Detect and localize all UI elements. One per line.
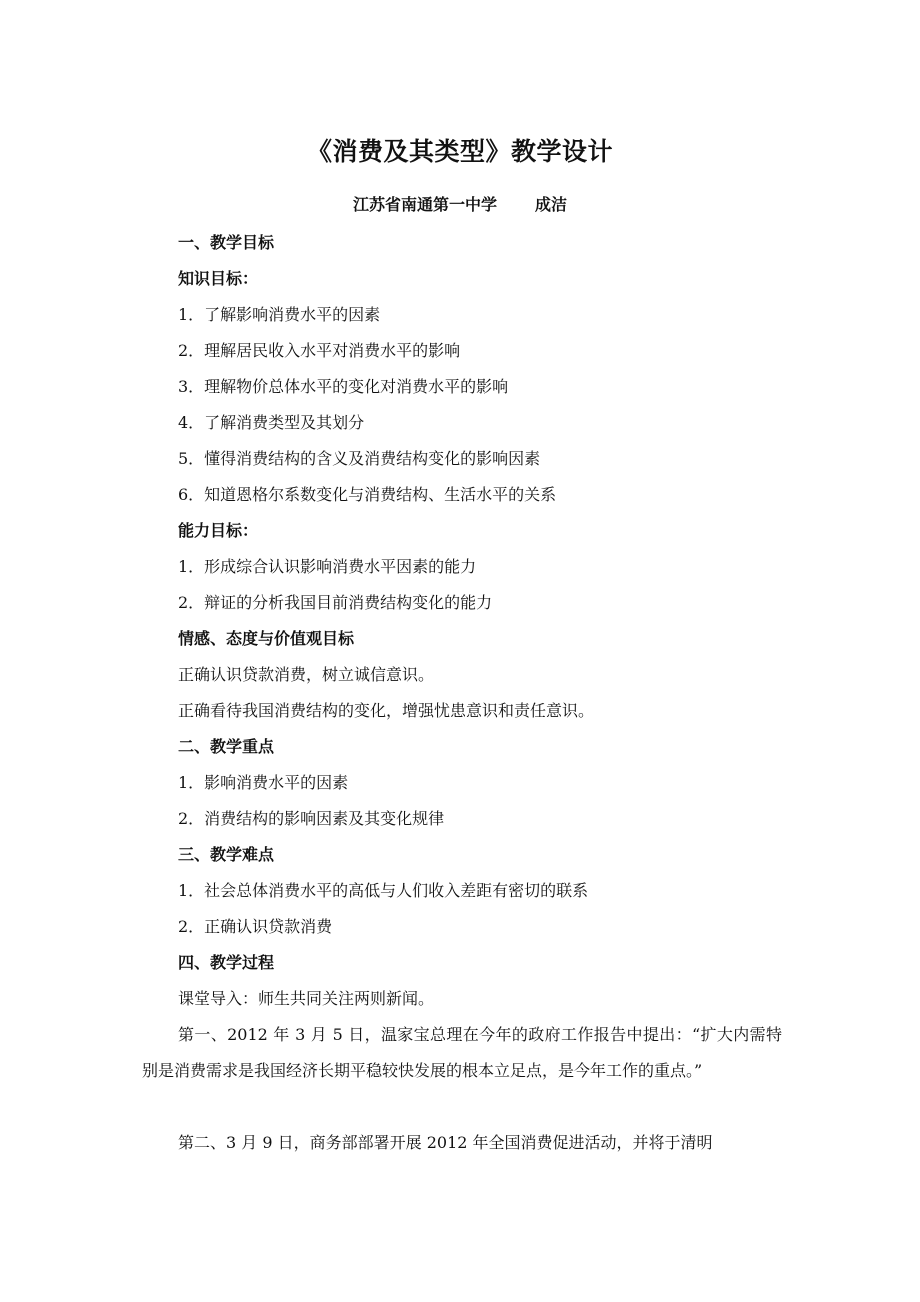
knowledge-item: 1．了解影响消费水平的因素 [178,305,381,324]
ability-item: 1．形成综合认识影响消费水平因素的能力 [178,557,477,576]
knowledge-item: 5．懂得消费结构的含义及消费结构变化的影响因素 [178,449,541,468]
section-heading-objectives: 一、教学目标 [178,233,275,252]
subheading-emotion: 情感、态度与价值观目标 [178,629,355,648]
emotion-item: 正确认识贷款消费，树立诚信意识。 [178,665,435,684]
knowledge-item: 6．知道恩格尔系数变化与消费结构、生活水平的关系 [178,485,557,504]
section-heading-key-points: 二、教学重点 [178,737,275,756]
ability-item: 2．辩证的分析我国目前消费结构变化的能力 [178,593,493,612]
document-title: 《消费及其类型》教学设计 [306,137,613,166]
difficult-point-item: 1．社会总体消费水平的高低与人们收入差距有密切的联系 [178,881,589,900]
news-paragraph-2: 第二、3 月 9 日，商务部部署开展 2012 年全国消费促进活动，并将于清明 [178,1133,713,1152]
section-heading-process: 四、教学过程 [178,953,275,972]
emotion-item: 正确看待我国消费结构的变化，增强忧患意识和责任意识。 [178,701,595,720]
author-school: 江苏省南通第一中学 [352,195,497,214]
section-heading-difficult-points: 三、教学难点 [178,845,275,864]
intro-line: 课堂导入：师生共同关注两则新闻。 [178,989,435,1008]
knowledge-item: 3．理解物价总体水平的变化对消费水平的影响 [178,377,509,396]
subheading-ability: 能力目标： [178,521,259,540]
news-paragraph-1: 第一、2012 年 3 月 5 日，温家宝总理在今年的政府工作报告中提出：“扩大内需特别是消费需求是我国经济长期平稳较快发展的根本立足点，是今年工作的重点。” [142,1025,782,1080]
author-line [0,192,920,215]
key-point-item: 2．消费结构的影响因素及其变化规律 [178,809,445,828]
subheading-knowledge: 知识目标： [178,269,259,288]
knowledge-item: 2．理解居民收入水平对消费水平的影响 [178,341,461,360]
author-name: 成洁 [535,195,568,214]
key-point-item: 1．影响消费水平的因素 [178,773,349,792]
knowledge-item: 4．了解消费类型及其划分 [178,413,365,432]
difficult-point-item: 2．正确认识贷款消费 [178,917,333,936]
